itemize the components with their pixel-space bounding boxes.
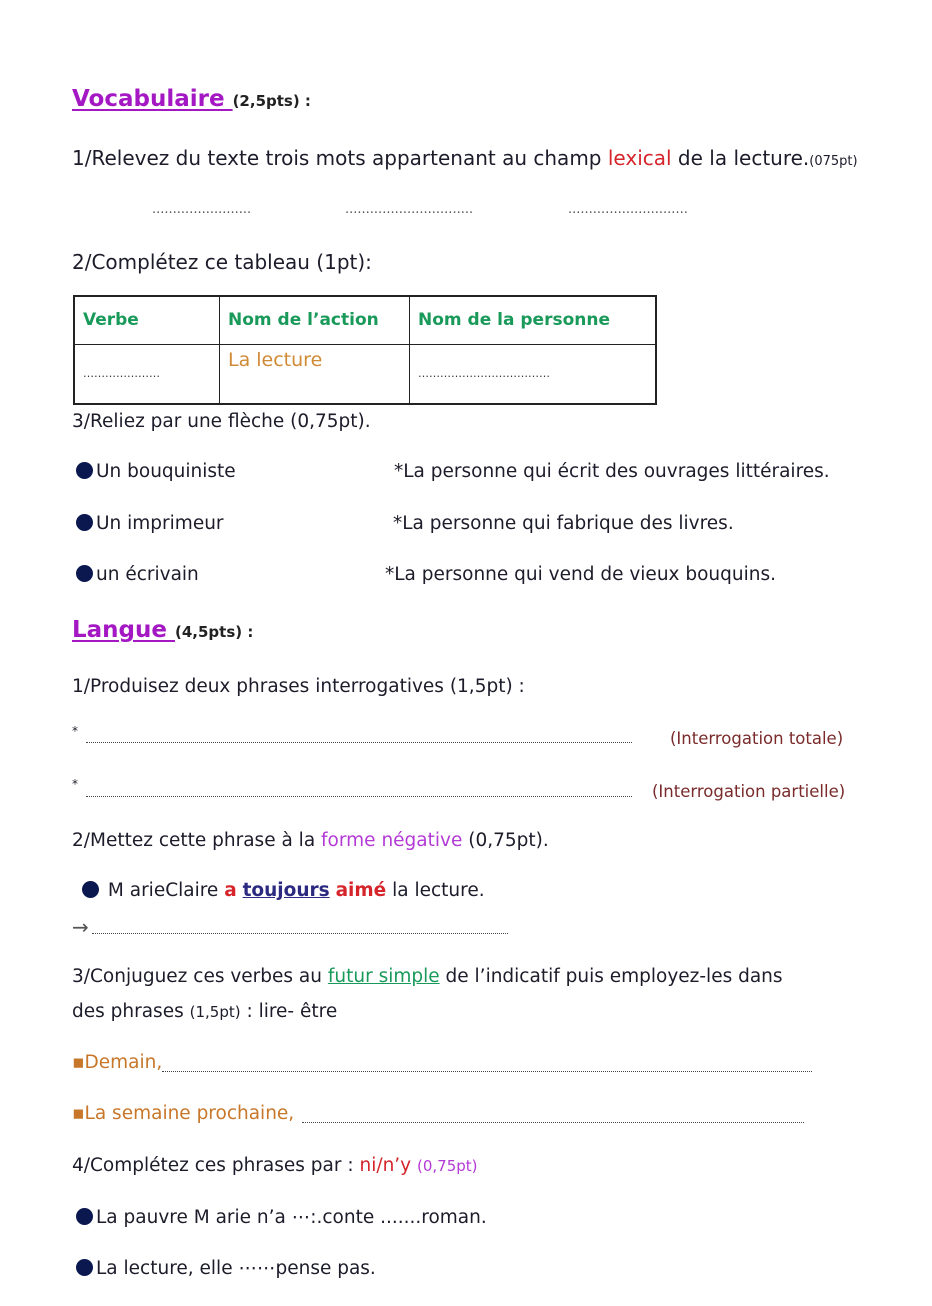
- table-header-personne: Nom de la personne: [410, 296, 657, 344]
- sentence-aime: aimé: [335, 880, 387, 901]
- q2-points: (0,75pt).: [462, 830, 549, 851]
- langue-title: Langue: [72, 617, 175, 643]
- langue-q3: [72, 966, 783, 987]
- answer-line-demain[interactable]: [162, 1071, 812, 1072]
- answer-line-negative[interactable]: [92, 933, 508, 934]
- match-right-1[interactable]: *La personne qui écrit des ouvrages littéraires.: [394, 461, 830, 482]
- star-1: *: [72, 724, 78, 738]
- langue-points: (4,5pts) :: [175, 623, 254, 641]
- q3-points: (1,5pt): [189, 1003, 241, 1021]
- q3-green: futur simple: [327, 966, 440, 987]
- match-left-text: Un imprimeur: [96, 513, 224, 534]
- q4-points: (0,75pt): [417, 1157, 478, 1175]
- note-partielle: (Interrogation partielle): [652, 782, 846, 801]
- star-2: *: [72, 777, 78, 791]
- q3-text: 3/Conjuguez ces verbes au: [72, 966, 328, 987]
- table-header-action: Nom de l’action: [220, 296, 410, 344]
- langue-q3-line2: [72, 1001, 337, 1022]
- q1-red-word: lexical: [607, 146, 672, 170]
- bullet-icon: [76, 565, 93, 582]
- bullet-icon: [76, 462, 93, 479]
- match-left-text: un écrivain: [96, 564, 199, 585]
- match-left-1[interactable]: [76, 461, 236, 482]
- demain-label: ▪Demain,: [72, 1052, 163, 1073]
- vocab-blank-1[interactable]: ........................: [152, 202, 252, 217]
- match-left-text: Un bouquiniste: [96, 461, 236, 482]
- match-left-3[interactable]: [76, 564, 199, 585]
- q2-text: 2/Mettez cette phrase à la: [72, 830, 322, 851]
- q3-line2-text: des phrases: [72, 1001, 184, 1022]
- match-right-3[interactable]: *La personne qui vend de vieux bouquins.: [385, 564, 777, 585]
- q2-purple: forme négative: [321, 830, 463, 851]
- vocab-points: (2,5pts) :: [232, 92, 311, 110]
- answer-line-2[interactable]: [86, 796, 632, 797]
- table-cell-personne[interactable]: ………………………………: [410, 344, 657, 404]
- vocab-title: Vocabulaire: [72, 86, 233, 112]
- vocab-q3: 3/Reliez par une flèche (0,75pt).: [72, 411, 371, 432]
- sentence-a: a: [224, 880, 237, 901]
- fill-sentence-1[interactable]: [76, 1207, 487, 1228]
- answer-line-1[interactable]: [86, 742, 632, 743]
- table-header-verbe: Verbe: [74, 296, 220, 344]
- match-left-2[interactable]: [76, 513, 224, 534]
- langue-heading: [72, 617, 253, 643]
- vocab-q1: [72, 146, 858, 170]
- match-right-2[interactable]: *La personne qui fabrique des livres.: [393, 513, 734, 534]
- bullet-icon: [76, 1259, 93, 1276]
- bullet-icon: [76, 1208, 93, 1225]
- fill-sentence-1-text: La pauvre M arie n’a ⋯:.conte .......roman.: [96, 1207, 487, 1228]
- fill-sentence-2[interactable]: [76, 1258, 376, 1279]
- sentence-end: la lecture.: [386, 880, 485, 901]
- fill-sentence-2-text: La lecture, elle ⋯⋯pense pas.: [96, 1258, 376, 1279]
- sentence-toujours: toujours: [242, 880, 330, 901]
- vocab-q2: 2/Complétez ce tableau (1pt):: [72, 250, 372, 274]
- table-cell-verbe[interactable]: …………………: [74, 344, 220, 404]
- q3-verbs: : lire- être: [240, 1001, 338, 1022]
- sentence-start: M arieClaire: [107, 880, 225, 901]
- arrow-icon: →: [72, 915, 89, 939]
- q1-text-end: de la lecture.: [671, 146, 810, 170]
- table-cell-action: La lecture: [220, 344, 410, 404]
- vocab-heading: [72, 86, 311, 112]
- q1-text: 1/Relevez du texte trois mots appartenant au champ: [72, 146, 608, 170]
- vocab-table: [73, 295, 657, 405]
- semaine-label: ▪La semaine prochaine,: [72, 1103, 295, 1124]
- q1-points: (075pt): [809, 154, 858, 169]
- negative-sentence: [82, 880, 485, 901]
- q3-text-end: de l’indicatif puis employez-les dans: [439, 966, 783, 987]
- q4-red: ni/n’y: [359, 1155, 412, 1176]
- bullet-icon: [76, 514, 93, 531]
- bullet-icon: [82, 881, 99, 898]
- note-totale: (Interrogation totale): [670, 729, 844, 748]
- q4-text: 4/Complétez ces phrases par :: [72, 1155, 360, 1176]
- vocab-blank-3[interactable]: .............................: [568, 202, 688, 217]
- langue-q2: [72, 830, 549, 851]
- answer-line-semaine[interactable]: [302, 1122, 804, 1123]
- vocab-blank-2[interactable]: ...............................: [345, 202, 474, 217]
- langue-q1: 1/Produisez deux phrases interrogatives (1,5pt) :: [72, 676, 525, 697]
- langue-q4: [72, 1155, 478, 1176]
